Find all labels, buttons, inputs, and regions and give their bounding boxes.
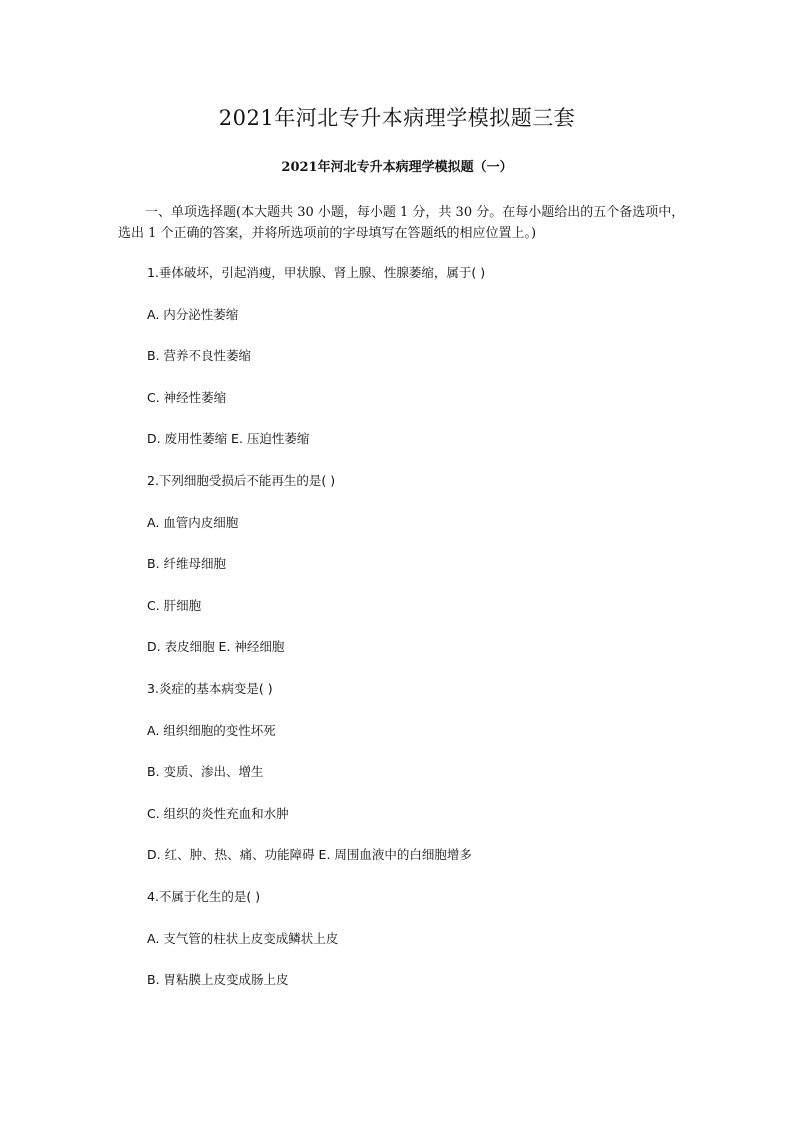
document-title: 2021年河北专升本病理学模拟题三套 [218,106,576,130]
answer-option: B. 营养不良性萎缩 [147,348,252,363]
answer-option: D. 废用性萎缩 E. 压迫性萎缩 [147,431,310,446]
answer-option: A. 内分泌性萎缩 [147,307,239,322]
answer-option: B. 纤维母细胞 [147,556,227,571]
answer-option: A. 支气管的柱状上皮变成鳞状上皮 [147,931,339,946]
answer-option: D. 表皮细胞 E. 神经细胞 [147,639,285,654]
question-stem: 3.炎症的基本病变是( ) [147,681,273,696]
document-subtitle: 2021年河北专升本病理学模拟题（一） [281,160,513,175]
question-stem: 1.垂体破坏，引起消瘦，甲状腺、肾上腺、性腺萎缩，属于( ) [147,265,486,280]
question-stem: 2.下列细胞受损后不能再生的是( ) [147,473,336,488]
question-stem: 4.不属于化生的是( ) [147,889,261,904]
answer-option: B. 变质、渗出、增生 [147,764,264,779]
section-instructions: 一、单项选择题(本大题共 30 小题，每小题 1 分，共 30 分。在每小题给出的五个备选项中，选出 1 个正确的答案，并将所选项前的字母填写在答题纸的相应位置上。) [118,205,685,241]
answer-option: B. 胃粘膜上皮变成肠上皮 [147,972,289,987]
answer-option: D. 红、肿、热、痛、功能障碍 E. 周围血液中的白细胞增多 [147,847,472,862]
answer-option: A. 血管内皮细胞 [147,515,239,530]
answer-option: C. 肝细胞 [147,598,202,613]
answer-option: C. 组织的炎性充血和水肿 [147,806,289,821]
answer-option: C. 神经性萎缩 [147,390,227,405]
answer-option: A. 组织细胞的变性坏死 [147,723,276,738]
